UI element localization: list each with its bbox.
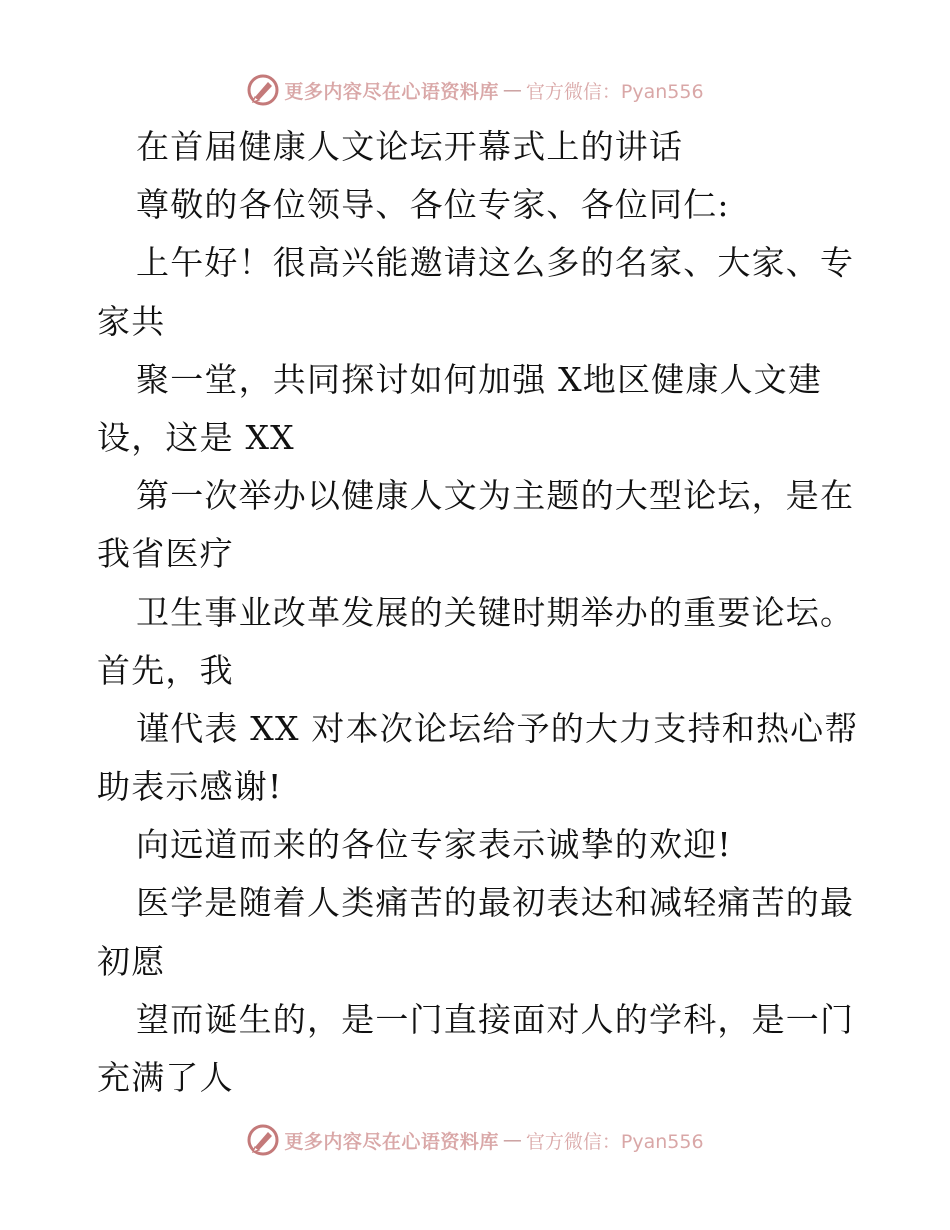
banner-dash: — [502,1129,522,1151]
wechat-text: 官方微信：Pyan556 [525,1130,704,1153]
text-line: 向远道而来的各位专家表示诚挚的欢迎! [136,825,732,865]
text-line: 首先，我 [97,650,234,690]
text-line: 家共 [97,301,166,341]
banner-dash: — [502,79,522,101]
header-watermark [0,70,950,110]
text-line: 谨代表 XX 对本次论坛给予的大力支持和热心帮 [136,708,859,748]
brand-text: 更多内容尽在心语资料库 [284,80,499,103]
text-line: 我省医疗 [97,534,234,574]
pen-logo-icon [246,73,280,107]
text-line: 充满了人 [97,1058,234,1097]
text-line: 设，这是 XX [97,417,295,457]
text-line: 聚一堂，共同探讨如何加强 X地区健康人文建 [136,359,823,399]
text-line: 助表示感谢! [97,767,283,807]
footer-watermark [0,1120,950,1160]
text-line: 上午好！很高兴能邀请这么多的名家、大家、专 [136,243,855,283]
text-line: 在首届健康人文论坛开幕式上的讲话 [136,127,684,166]
text-line: 初愿 [97,941,166,981]
text-line: 望而诞生的，是一门直接面对人的学科，是一门 [136,999,855,1039]
text-line: 卫生事业改革发展的关键时期举办的重要论坛。 [136,592,855,632]
text-line: 尊敬的各位领导、各位专家、各位同仁: [136,185,730,225]
wechat-text: 官方微信：Pyan556 [525,80,704,103]
brand-text: 更多内容尽在心语资料库 [284,1130,499,1153]
text-line: 第一次举办以健康人文为主题的大型论坛，是在 [136,476,855,516]
text-line: 医学是随着人类痛苦的最初表达和减轻痛苦的最 [136,883,855,923]
document-body [97,118,857,1107]
pen-logo-icon [246,1123,280,1157]
